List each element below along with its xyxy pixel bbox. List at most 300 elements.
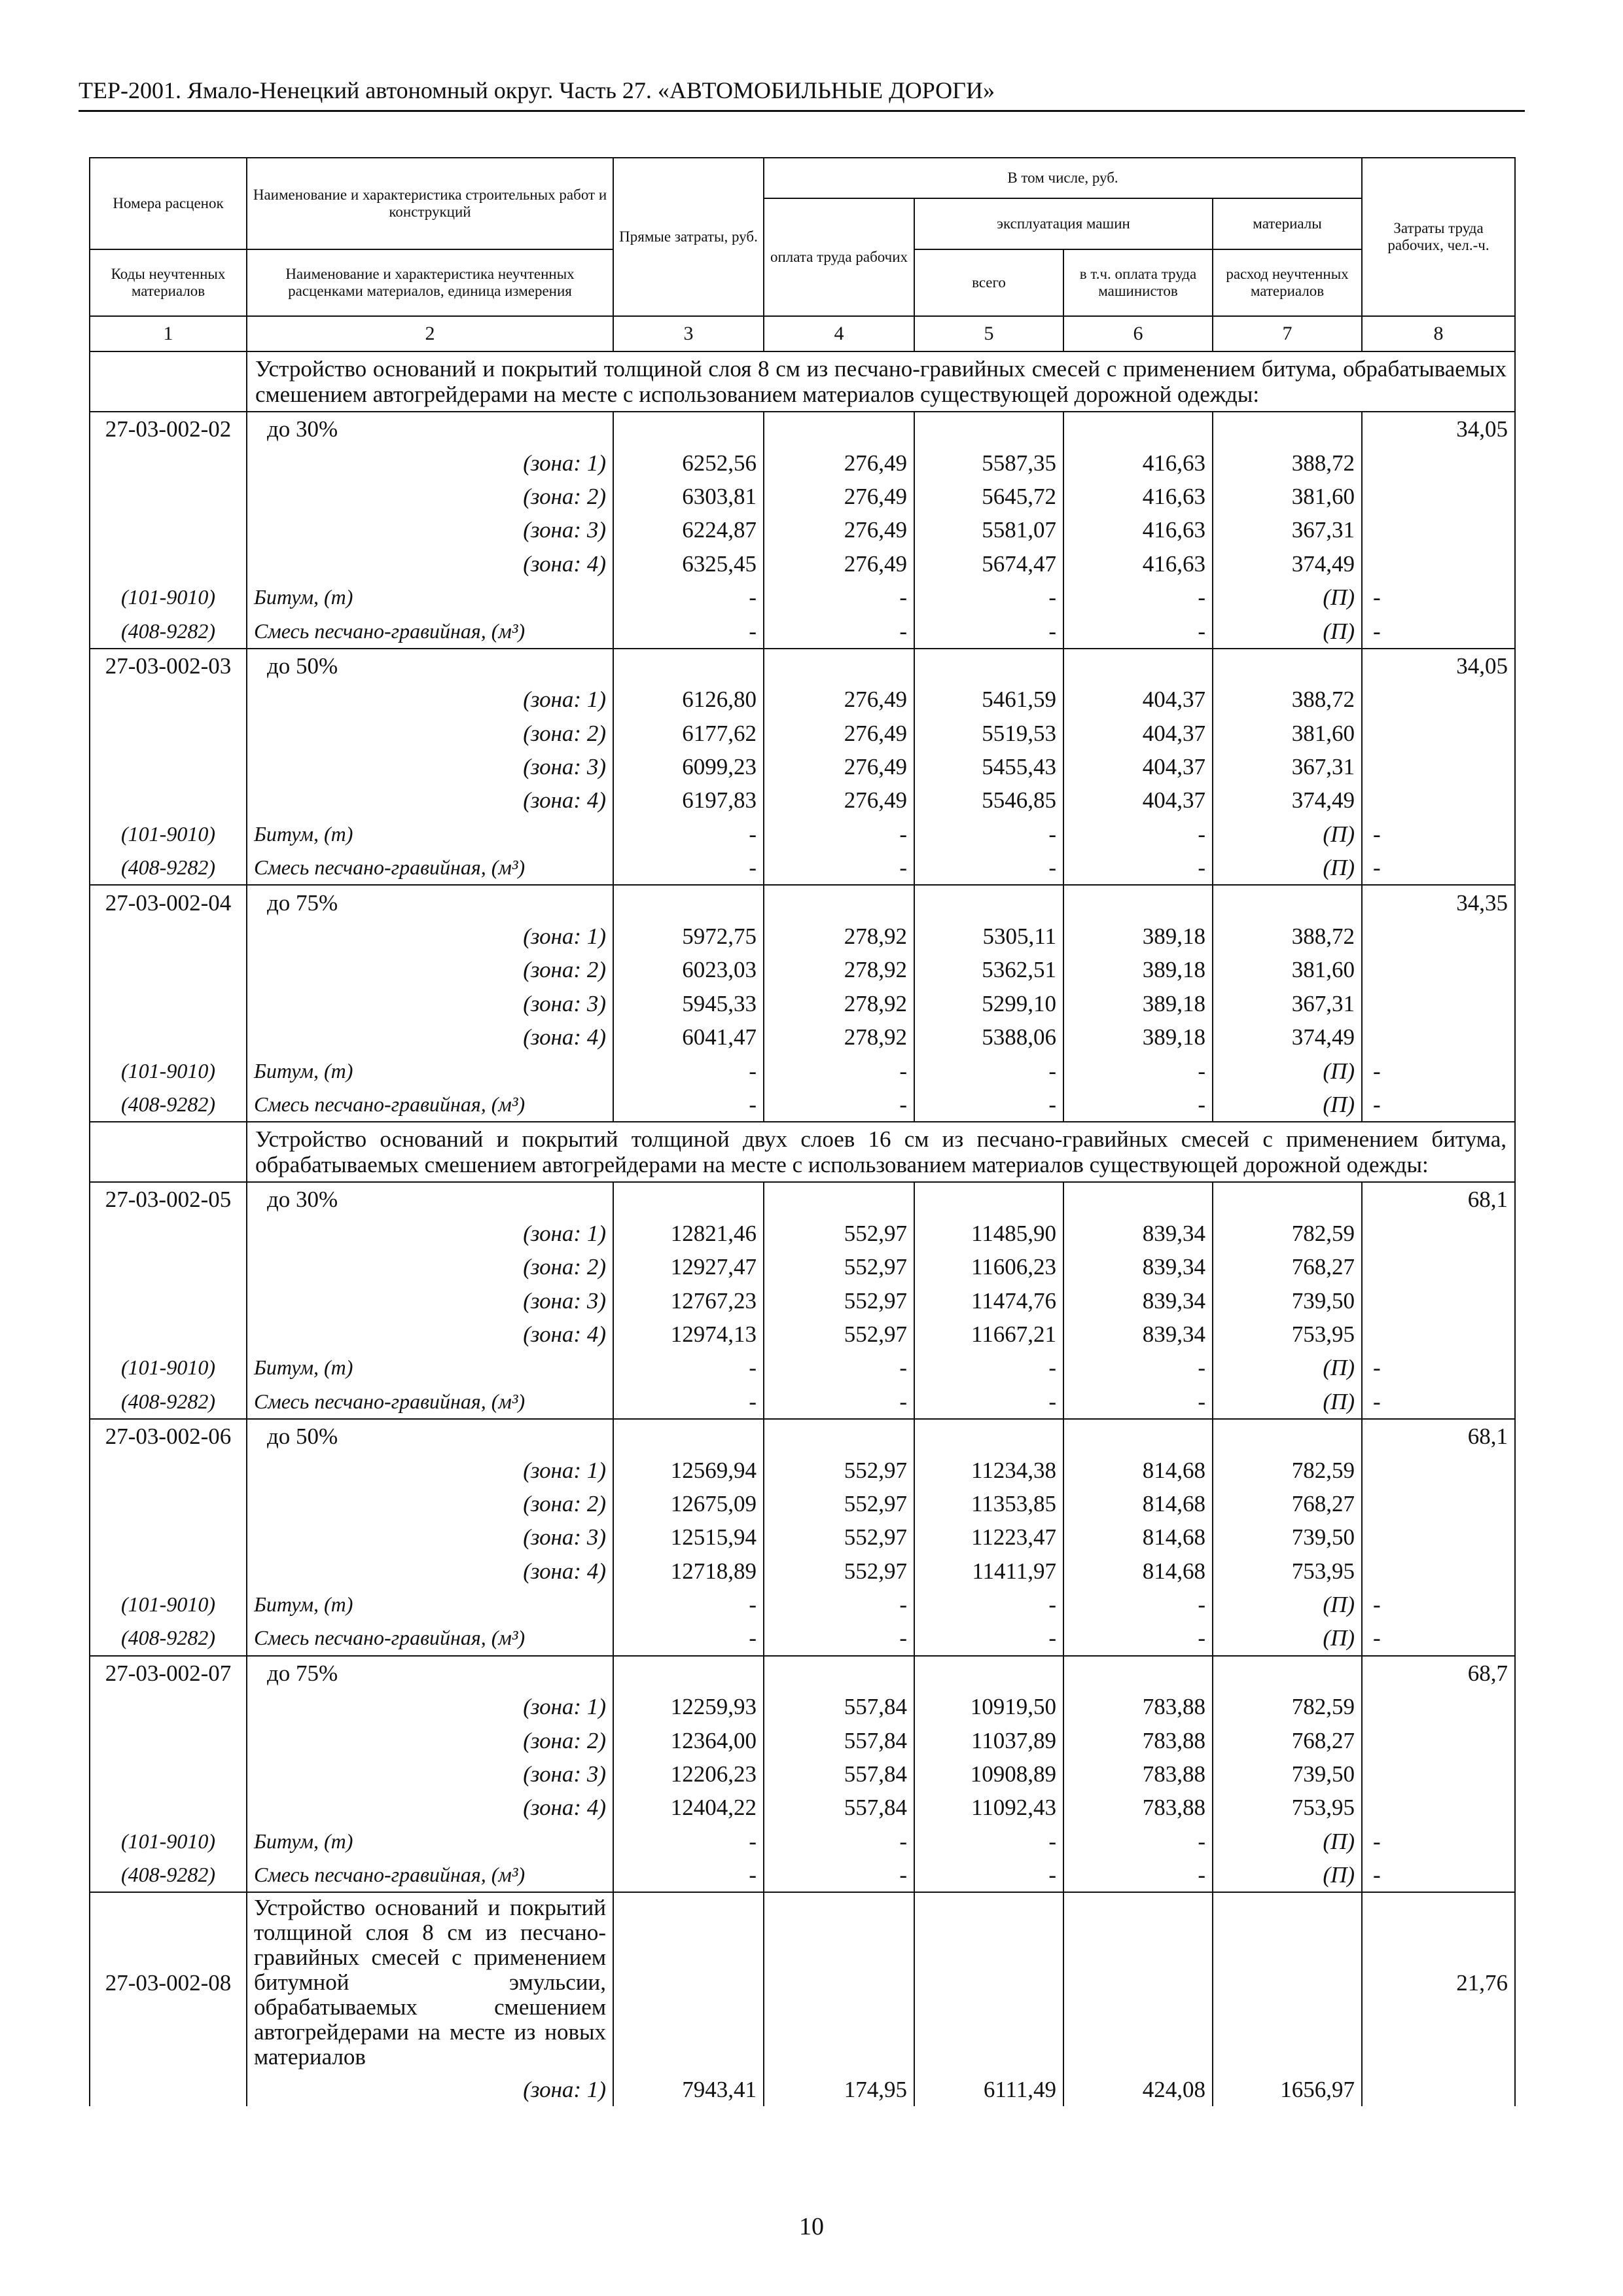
machinist-wage: 814,68 — [1063, 1453, 1213, 1486]
zone-label: (зона: 2) — [247, 1250, 613, 1283]
zone-label: (зона: 3) — [247, 513, 613, 547]
material-row — [90, 1351, 1515, 1384]
direct-cost: 6197,83 — [613, 783, 764, 817]
dash: - — [1063, 1088, 1213, 1122]
table-row — [90, 1283, 1515, 1317]
empty-cell — [1362, 953, 1515, 986]
materials-cost: 782,59 — [1213, 1217, 1362, 1250]
labor-value: 68,7 — [1362, 1656, 1515, 1690]
dash: - — [1362, 1858, 1515, 1892]
section-row — [90, 351, 1515, 412]
rate-name: до 75% — [247, 1656, 613, 1690]
table-row — [90, 1318, 1515, 1351]
empty-cell — [90, 953, 247, 986]
machinist-wage: 389,18 — [1063, 953, 1213, 986]
empty-cell — [1362, 1020, 1515, 1054]
materials-cost: 374,49 — [1213, 547, 1362, 581]
dash: - — [613, 1621, 764, 1655]
empty-cell — [613, 649, 764, 683]
material-name: Смесь песчано-гравийная, (м³) — [247, 614, 613, 648]
dash: - — [1362, 817, 1515, 851]
table-row — [90, 1554, 1515, 1588]
table-row — [90, 1690, 1515, 1723]
rates-table — [89, 157, 1516, 2106]
empty-cell — [914, 1656, 1063, 1690]
material-p: (П) — [1213, 614, 1362, 648]
direct-cost: 6041,47 — [613, 1020, 764, 1054]
dash: - — [1063, 1054, 1213, 1087]
direct-cost: 12718,89 — [613, 1554, 764, 1588]
dash: - — [1362, 1385, 1515, 1419]
zone-label: (зона: 1) — [247, 1217, 613, 1250]
empty-cell — [1213, 412, 1362, 446]
material-name: Смесь песчано-гравийная, (м³) — [247, 1088, 613, 1122]
dash: - — [914, 614, 1063, 648]
zone-label: (зона: 4) — [247, 547, 613, 581]
material-code: (101-9010) — [90, 581, 247, 614]
machinist-wage: 404,37 — [1063, 683, 1213, 716]
dash: - — [914, 1588, 1063, 1621]
material-code: (101-9010) — [90, 1588, 247, 1621]
zone-label: (зона: 1) — [247, 683, 613, 716]
direct-cost: 6224,87 — [613, 513, 764, 547]
machinist-wage: 416,63 — [1063, 446, 1213, 479]
direct-cost: 5945,33 — [613, 987, 764, 1020]
zone-label: (зона: 2) — [247, 480, 613, 513]
dash: - — [1362, 1054, 1515, 1087]
materials-cost: 768,27 — [1213, 1250, 1362, 1283]
material-name: Смесь песчано-гравийная, (м³) — [247, 1858, 613, 1892]
material-p: (П) — [1213, 1858, 1362, 1892]
direct-cost: 12821,46 — [613, 1217, 764, 1250]
machine-cost: 11223,47 — [914, 1520, 1063, 1554]
empty-cell — [1362, 783, 1515, 817]
labor-value: 21,76 — [1362, 1892, 1515, 2072]
rate-name: до 50% — [247, 1419, 613, 1453]
dash: - — [1063, 614, 1213, 648]
empty-cell — [90, 1453, 247, 1486]
empty-cell — [90, 513, 247, 547]
table-row — [90, 1791, 1515, 1824]
direct-cost: 12927,47 — [613, 1250, 764, 1283]
col2-bottom-header: Наименование и характеристика неучтенных расценками материалов, единица измерения — [247, 249, 613, 316]
dash: - — [764, 581, 914, 614]
table-row — [90, 649, 1515, 683]
zone-label: (зона: 2) — [247, 953, 613, 986]
empty-cell — [1362, 683, 1515, 716]
zone-label: (зона: 4) — [247, 783, 613, 817]
table-row — [90, 446, 1515, 479]
machine-cost: 10908,89 — [914, 1757, 1063, 1791]
empty-cell — [1213, 1419, 1362, 1453]
empty-cell — [90, 1250, 247, 1283]
wage-cost: 278,92 — [764, 920, 914, 953]
wage-cost: 276,49 — [764, 513, 914, 547]
machinist-wage: 839,34 — [1063, 1250, 1213, 1283]
empty-cell — [1063, 885, 1213, 919]
dash: - — [914, 1385, 1063, 1419]
table-row — [90, 1453, 1515, 1486]
dash: - — [764, 1385, 914, 1419]
empty-cell — [90, 783, 247, 817]
table-row — [90, 513, 1515, 547]
material-p: (П) — [1213, 1054, 1362, 1087]
dash: - — [764, 851, 914, 885]
empty-cell — [764, 885, 914, 919]
zone-label: (зона: 3) — [247, 1757, 613, 1791]
empty-cell — [90, 1283, 247, 1317]
direct-cost: 6177,62 — [613, 717, 764, 750]
material-code: (408-9282) — [90, 614, 247, 648]
empty-cell — [90, 446, 247, 479]
dash: - — [613, 1088, 764, 1122]
table-row — [90, 750, 1515, 783]
empty-cell — [1063, 1182, 1213, 1216]
zone-label: (зона: 1) — [247, 1453, 613, 1486]
machinist-wage: 783,88 — [1063, 1791, 1213, 1824]
empty-cell — [1063, 1656, 1213, 1690]
dash: - — [1362, 1588, 1515, 1621]
machinist-wage: 814,68 — [1063, 1520, 1213, 1554]
empty-cell — [1362, 1723, 1515, 1757]
materials-cost: 782,59 — [1213, 1453, 1362, 1486]
materials-cost: 753,95 — [1213, 1318, 1362, 1351]
dash: - — [613, 614, 764, 648]
material-name: Смесь песчано-гравийная, (м³) — [247, 1621, 613, 1655]
material-name: Битум, (т) — [247, 817, 613, 851]
section-row — [90, 1122, 1515, 1182]
dash: - — [613, 1825, 764, 1858]
machinist-wage: 424,08 — [1063, 2072, 1213, 2106]
empty-cell — [613, 1182, 764, 1216]
material-name: Смесь песчано-гравийная, (м³) — [247, 1385, 613, 1419]
zone-label: (зона: 1) — [247, 920, 613, 953]
machinist-wage: 783,88 — [1063, 1723, 1213, 1757]
table-row — [90, 1656, 1515, 1690]
direct-cost: 12767,23 — [613, 1283, 764, 1317]
direct-cost: 12364,00 — [613, 1723, 764, 1757]
machinist-wage: 839,34 — [1063, 1318, 1213, 1351]
material-code: (101-9010) — [90, 817, 247, 851]
empty-cell — [90, 1791, 247, 1824]
rate-name: до 30% — [247, 412, 613, 446]
wage-cost: 552,97 — [764, 1283, 914, 1317]
material-p: (П) — [1213, 581, 1362, 614]
wage-cost: 552,97 — [764, 1250, 914, 1283]
dash: - — [1362, 581, 1515, 614]
empty-cell — [764, 1656, 914, 1690]
empty-cell — [1362, 1757, 1515, 1791]
machinist-wage: 389,18 — [1063, 920, 1213, 953]
machine-cost: 11411,97 — [914, 1554, 1063, 1588]
wage-cost: 278,92 — [764, 953, 914, 986]
rate-code: 27-03-002-06 — [90, 1419, 247, 1453]
col-number: 6 — [1063, 316, 1213, 351]
table-row — [90, 1723, 1515, 1757]
empty-cell — [1063, 412, 1213, 446]
empty-cell — [90, 1487, 247, 1520]
empty-cell — [90, 1122, 247, 1182]
materials-cost: 388,72 — [1213, 920, 1362, 953]
table-row — [90, 953, 1515, 986]
dash: - — [1362, 851, 1515, 885]
empty-cell — [90, 717, 247, 750]
empty-cell — [1362, 750, 1515, 783]
col-number: 5 — [914, 316, 1063, 351]
material-row — [90, 1385, 1515, 1419]
table-row — [90, 717, 1515, 750]
rate-code: 27-03-002-02 — [90, 412, 247, 446]
empty-cell — [1362, 446, 1515, 479]
machine-cost: 5388,06 — [914, 1020, 1063, 1054]
empty-cell — [1362, 1318, 1515, 1351]
materials-cost: 381,60 — [1213, 953, 1362, 986]
rate-name: до 50% — [247, 649, 613, 683]
materials-cost: 782,59 — [1213, 1690, 1362, 1723]
direct-cost: 12515,94 — [613, 1520, 764, 1554]
empty-cell — [1063, 649, 1213, 683]
direct-cost: 12974,13 — [613, 1318, 764, 1351]
col-number: 4 — [764, 316, 914, 351]
wage-cost: 276,49 — [764, 717, 914, 750]
machinist-wage: 416,63 — [1063, 480, 1213, 513]
table-row — [90, 1217, 1515, 1250]
empty-cell — [1362, 1250, 1515, 1283]
empty-cell — [613, 1656, 764, 1690]
page-number: 10 — [799, 2213, 824, 2240]
machinist-wage: 416,63 — [1063, 513, 1213, 547]
machine-cost: 11667,21 — [914, 1318, 1063, 1351]
wage-cost: 276,49 — [764, 446, 914, 479]
empty-cell — [90, 547, 247, 581]
empty-cell — [1362, 547, 1515, 581]
rate-name: до 75% — [247, 885, 613, 919]
zone-label: (зона: 3) — [247, 750, 613, 783]
wage-cost: 276,49 — [764, 683, 914, 716]
dash: - — [914, 817, 1063, 851]
wage-cost: 276,49 — [764, 547, 914, 581]
empty-cell — [90, 1217, 247, 1250]
table-row — [90, 1182, 1515, 1216]
dash: - — [914, 851, 1063, 885]
empty-cell — [90, 1723, 247, 1757]
table-row — [90, 783, 1515, 817]
table-row — [90, 1892, 1515, 2072]
dash: - — [1063, 1621, 1213, 1655]
table-row — [90, 547, 1515, 581]
col4-header: оплата труда рабочих — [764, 198, 914, 316]
material-row — [90, 581, 1515, 614]
table-row — [90, 480, 1515, 513]
empty-cell — [914, 1892, 1063, 2072]
direct-cost: 6325,45 — [613, 547, 764, 581]
empty-cell — [1362, 987, 1515, 1020]
empty-cell — [1362, 513, 1515, 547]
direct-cost: 12206,23 — [613, 1757, 764, 1791]
col2-top-header: Наименование и характеристика строительных работ и конструкций — [247, 158, 613, 249]
materials-cost: 367,31 — [1213, 987, 1362, 1020]
material-name: Битум, (т) — [247, 581, 613, 614]
material-row — [90, 1054, 1515, 1087]
material-p: (П) — [1213, 1825, 1362, 1858]
machinist-wage: 389,18 — [1063, 987, 1213, 1020]
table-row — [90, 885, 1515, 919]
machine-cost: 6111,49 — [914, 2072, 1063, 2106]
machine-cost: 11353,85 — [914, 1487, 1063, 1520]
col8-header: Затраты труда рабочих, чел.-ч. — [1362, 158, 1515, 316]
material-code: (408-9282) — [90, 851, 247, 885]
table-row — [90, 1020, 1515, 1054]
zone-label: (зона: 4) — [247, 1020, 613, 1054]
zone-label: (зона: 2) — [247, 1723, 613, 1757]
material-name: Смесь песчано-гравийная, (м³) — [247, 851, 613, 885]
material-p: (П) — [1213, 1385, 1362, 1419]
dash: - — [613, 1351, 764, 1384]
wage-cost: 552,97 — [764, 1217, 914, 1250]
machine-cost: 5581,07 — [914, 513, 1063, 547]
col1-bottom-header: Коды неучтенных материалов — [90, 249, 247, 316]
materials-cost: 1656,97 — [1213, 2072, 1362, 2106]
empty-cell — [613, 412, 764, 446]
empty-cell — [764, 412, 914, 446]
machine-cost: 5461,59 — [914, 683, 1063, 716]
dash: - — [1063, 1385, 1213, 1419]
empty-cell — [1362, 480, 1515, 513]
col-number: 3 — [613, 316, 764, 351]
table-row — [90, 920, 1515, 953]
dash: - — [1063, 581, 1213, 614]
dash: - — [1063, 851, 1213, 885]
empty-cell — [90, 1554, 247, 1588]
machinist-wage: 389,18 — [1063, 1020, 1213, 1054]
direct-cost: 6023,03 — [613, 953, 764, 986]
empty-cell — [90, 683, 247, 716]
machine-cost: 5299,10 — [914, 987, 1063, 1020]
zone-label: (зона: 4) — [247, 1554, 613, 1588]
materials-cost: 381,60 — [1213, 717, 1362, 750]
dash: - — [1063, 1588, 1213, 1621]
labor-value: 68,1 — [1362, 1182, 1515, 1216]
materials-cost: 367,31 — [1213, 513, 1362, 547]
zone-label: (зона: 4) — [247, 1791, 613, 1824]
rate-code: 27-03-002-03 — [90, 649, 247, 683]
machine-cost: 5519,53 — [914, 717, 1063, 750]
table-row — [90, 1419, 1515, 1453]
empty-cell — [1362, 920, 1515, 953]
empty-cell — [914, 1182, 1063, 1216]
wage-cost: 276,49 — [764, 783, 914, 817]
machine-cost: 11092,43 — [914, 1791, 1063, 1824]
machine-cost: 11606,23 — [914, 1250, 1063, 1283]
machines-header: эксплуатация машин — [914, 198, 1213, 249]
section-title: Устройство оснований и покрытий толщиной слоя 8 см из песчано-гравийных смесей с применением битума, обрабатываемых смешением автогрейдерами на месте с использованием материалов существующей дорожной одежды: — [247, 351, 1515, 412]
dash: - — [914, 1351, 1063, 1384]
machine-cost: 5587,35 — [914, 446, 1063, 479]
materials-cost: 374,49 — [1213, 1020, 1362, 1054]
rate-code: 27-03-002-04 — [90, 885, 247, 919]
machine-cost: 10919,50 — [914, 1690, 1063, 1723]
wage-cost: 557,84 — [764, 1791, 914, 1824]
machinist-wage: 814,68 — [1063, 1487, 1213, 1520]
direct-cost: 12675,09 — [613, 1487, 764, 1520]
machine-cost: 11474,76 — [914, 1283, 1063, 1317]
dash: - — [764, 1621, 914, 1655]
rate-code: 27-03-002-05 — [90, 1182, 247, 1216]
wage-cost: 557,84 — [764, 1723, 914, 1757]
labor-value: 68,1 — [1362, 1419, 1515, 1453]
wage-cost: 557,84 — [764, 1757, 914, 1791]
materials-cost: 381,60 — [1213, 480, 1362, 513]
empty-cell — [914, 649, 1063, 683]
empty-cell — [90, 1020, 247, 1054]
machinist-wage: 783,88 — [1063, 1757, 1213, 1791]
table-row — [90, 1250, 1515, 1283]
rate-code: 27-03-002-07 — [90, 1656, 247, 1690]
dash: - — [914, 1858, 1063, 1892]
col-number: 2 — [247, 316, 613, 351]
empty-cell — [1362, 1487, 1515, 1520]
empty-cell — [1362, 1283, 1515, 1317]
zone-label: (зона: 3) — [247, 1283, 613, 1317]
empty-cell — [90, 920, 247, 953]
machinist-wage: 839,34 — [1063, 1217, 1213, 1250]
dash: - — [914, 581, 1063, 614]
empty-cell — [764, 649, 914, 683]
dash: - — [764, 817, 914, 851]
dash: - — [914, 1088, 1063, 1122]
empty-cell — [1213, 1892, 1362, 2072]
dash: - — [764, 1825, 914, 1858]
dash: - — [1063, 1351, 1213, 1384]
wage-cost: 278,92 — [764, 1020, 914, 1054]
machinist-wage: 783,88 — [1063, 1690, 1213, 1723]
machinist-wage: 404,37 — [1063, 717, 1213, 750]
col6-header: в т.ч. оплата труда машинистов — [1063, 249, 1213, 316]
material-row — [90, 1858, 1515, 1892]
materials-cost: 753,95 — [1213, 1554, 1362, 1588]
direct-cost: 6303,81 — [613, 480, 764, 513]
materials-cost: 374,49 — [1213, 783, 1362, 817]
table-row — [90, 412, 1515, 446]
table-row — [90, 987, 1515, 1020]
direct-cost: 6126,80 — [613, 683, 764, 716]
machine-cost: 5645,72 — [914, 480, 1063, 513]
dash: - — [1362, 1825, 1515, 1858]
labor-value: 34,35 — [1362, 885, 1515, 919]
material-name: Битум, (т) — [247, 1825, 613, 1858]
dash: - — [613, 1054, 764, 1087]
zone-label: (зона: 4) — [247, 1318, 613, 1351]
wage-cost: 276,49 — [764, 750, 914, 783]
materials-cost: 388,72 — [1213, 683, 1362, 716]
table-row — [90, 1520, 1515, 1554]
zone-label: (зона: 2) — [247, 1487, 613, 1520]
material-p: (П) — [1213, 817, 1362, 851]
dash: - — [764, 614, 914, 648]
table-row — [90, 1487, 1515, 1520]
page-header: ТЕР-2001. Ямало-Ненецкий автономный округ. Часть 27. «АВТОМОБИЛЬНЫЕ ДОРОГИ» — [79, 76, 1525, 112]
labor-value: 34,05 — [1362, 649, 1515, 683]
machine-cost: 11037,89 — [914, 1723, 1063, 1757]
materials-cost: 768,27 — [1213, 1487, 1362, 1520]
col-number: 1 — [90, 316, 247, 351]
dash: - — [1063, 1858, 1213, 1892]
zone-label: (зона: 3) — [247, 1520, 613, 1554]
empty-cell — [1063, 1892, 1213, 2072]
empty-cell — [90, 1520, 247, 1554]
rate-name: Устройство оснований и покрытий толщиной слоя 8 см из песчано-гравийных смесей с применением битумной эмульсии, обрабатываемых смешением автогрейдерами на месте из новых материалов — [247, 1892, 613, 2072]
dash: - — [1063, 817, 1213, 851]
